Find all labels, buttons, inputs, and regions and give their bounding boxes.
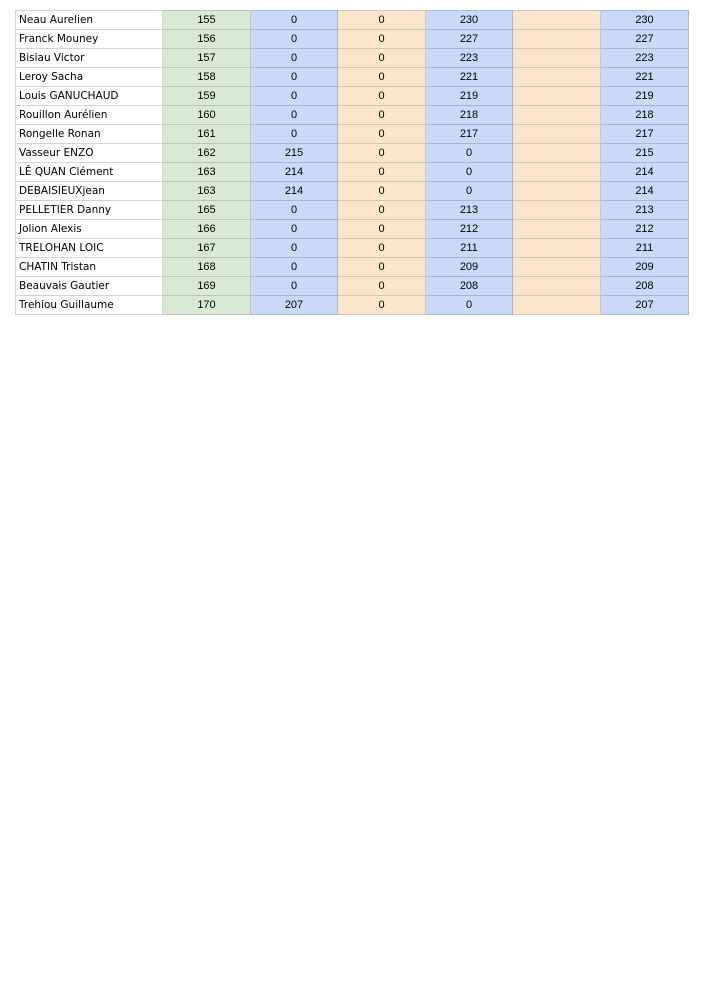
score-cell-4: [513, 144, 601, 163]
score-cell-3: 219: [426, 87, 513, 106]
score-cell-4: [513, 182, 601, 201]
rank-cell: 169: [163, 277, 251, 296]
total-cell: 214: [601, 163, 689, 182]
player-name-cell: Neau Aurelien: [16, 11, 163, 30]
score-cell-3: 227: [426, 30, 513, 49]
player-name-cell: Bisiau Victor: [16, 49, 163, 68]
rank-cell: 157: [163, 49, 251, 68]
score-cell-4: [513, 220, 601, 239]
player-name-cell: Leroy Sacha: [16, 68, 163, 87]
score-cell-2: 0: [338, 220, 426, 239]
table-row: [16, 106, 689, 125]
score-cell-1: 0: [251, 125, 338, 144]
player-name-cell: Rouillon Aurélien: [16, 106, 163, 125]
rank-cell: 162: [163, 144, 251, 163]
total-cell: 214: [601, 182, 689, 201]
rank-cell: 163: [163, 163, 251, 182]
player-name-cell: Beauvais Gautier: [16, 277, 163, 296]
score-cell-1: 0: [251, 11, 338, 30]
total-cell: 208: [601, 277, 689, 296]
score-cell-2: 0: [338, 125, 426, 144]
score-cell-2: 0: [338, 30, 426, 49]
score-cell-2: 0: [338, 68, 426, 87]
score-cell-3: 211: [426, 239, 513, 258]
rank-cell: 158: [163, 68, 251, 87]
rank-cell: 161: [163, 125, 251, 144]
table-row: [16, 30, 689, 49]
score-cell-4: [513, 87, 601, 106]
score-cell-1: 0: [251, 106, 338, 125]
score-cell-1: 0: [251, 239, 338, 258]
score-cell-3: 212: [426, 220, 513, 239]
player-name-cell: Rongelle Ronan: [16, 125, 163, 144]
score-cell-4: [513, 30, 601, 49]
total-cell: 223: [601, 49, 689, 68]
table-row: [16, 87, 689, 106]
score-cell-4: [513, 68, 601, 87]
score-cell-2: 0: [338, 11, 426, 30]
total-cell: 211: [601, 239, 689, 258]
score-cell-4: [513, 106, 601, 125]
score-cell-2: 0: [338, 144, 426, 163]
rank-cell: 160: [163, 106, 251, 125]
total-cell: 209: [601, 258, 689, 277]
score-cell-3: 0: [426, 182, 513, 201]
table-row: [16, 68, 689, 87]
score-cell-1: 215: [251, 144, 338, 163]
rank-cell: 159: [163, 87, 251, 106]
total-cell: 207: [601, 296, 689, 315]
rank-cell: 168: [163, 258, 251, 277]
player-name-cell: Vasseur ENZO: [16, 144, 163, 163]
total-cell: 218: [601, 106, 689, 125]
score-cell-1: 0: [251, 220, 338, 239]
total-cell: 219: [601, 87, 689, 106]
table-row: [16, 182, 689, 201]
total-cell: 215: [601, 144, 689, 163]
score-cell-4: [513, 277, 601, 296]
score-cell-2: 0: [338, 201, 426, 220]
score-cell-4: [513, 296, 601, 315]
table-row: [16, 163, 689, 182]
score-cell-2: 0: [338, 106, 426, 125]
results-table-body: [16, 11, 689, 315]
player-name-cell: Franck Mouney: [16, 30, 163, 49]
table-row: [16, 296, 689, 315]
rank-cell: 165: [163, 201, 251, 220]
player-name-cell: TRELOHAN LOIC: [16, 239, 163, 258]
score-cell-4: [513, 239, 601, 258]
player-name-cell: Trehiou Guillaume: [16, 296, 163, 315]
score-cell-2: 0: [338, 163, 426, 182]
score-cell-4: [513, 49, 601, 68]
rank-cell: 166: [163, 220, 251, 239]
score-cell-3: 209: [426, 258, 513, 277]
score-cell-4: [513, 11, 601, 30]
total-cell: 213: [601, 201, 689, 220]
score-cell-1: 214: [251, 163, 338, 182]
score-cell-4: [513, 258, 601, 277]
table-row: [16, 220, 689, 239]
score-cell-2: 0: [338, 49, 426, 68]
total-cell: 221: [601, 68, 689, 87]
score-cell-3: 223: [426, 49, 513, 68]
player-name-cell: Jolion Alexis: [16, 220, 163, 239]
score-cell-1: 0: [251, 49, 338, 68]
score-cell-2: 0: [338, 296, 426, 315]
table-row: [16, 144, 689, 163]
score-cell-1: 0: [251, 87, 338, 106]
table-row: [16, 11, 689, 30]
score-cell-3: 221: [426, 68, 513, 87]
score-cell-3: 0: [426, 296, 513, 315]
score-cell-2: 0: [338, 258, 426, 277]
results-table: [15, 10, 689, 315]
table-row: [16, 201, 689, 220]
score-cell-1: 0: [251, 258, 338, 277]
rank-cell: 163: [163, 182, 251, 201]
player-name-cell: CHATIN Tristan: [16, 258, 163, 277]
score-cell-2: 0: [338, 87, 426, 106]
score-cell-3: 230: [426, 11, 513, 30]
player-name-cell: DEBAISIEUXjean: [16, 182, 163, 201]
score-cell-3: 0: [426, 144, 513, 163]
score-cell-4: [513, 201, 601, 220]
score-cell-1: 214: [251, 182, 338, 201]
score-cell-1: 0: [251, 68, 338, 87]
score-cell-4: [513, 125, 601, 144]
score-cell-3: 208: [426, 277, 513, 296]
table-row: [16, 125, 689, 144]
score-cell-1: 0: [251, 201, 338, 220]
table-row: [16, 239, 689, 258]
score-cell-2: 0: [338, 239, 426, 258]
score-cell-1: 0: [251, 277, 338, 296]
rank-cell: 170: [163, 296, 251, 315]
total-cell: 230: [601, 11, 689, 30]
score-cell-3: 217: [426, 125, 513, 144]
rank-cell: 155: [163, 11, 251, 30]
score-cell-4: [513, 163, 601, 182]
table-row: [16, 49, 689, 68]
score-cell-2: 0: [338, 277, 426, 296]
rank-cell: 167: [163, 239, 251, 258]
player-name-cell: Louis GANUCHAUD: [16, 87, 163, 106]
score-cell-3: 0: [426, 163, 513, 182]
score-cell-3: 218: [426, 106, 513, 125]
score-cell-1: 207: [251, 296, 338, 315]
player-name-cell: LÊ QUAN Clément: [16, 163, 163, 182]
score-cell-2: 0: [338, 182, 426, 201]
table-row: [16, 258, 689, 277]
score-cell-3: 213: [426, 201, 513, 220]
total-cell: 227: [601, 30, 689, 49]
rank-cell: 156: [163, 30, 251, 49]
total-cell: 212: [601, 220, 689, 239]
player-name-cell: PELLETIER Danny: [16, 201, 163, 220]
table-row: [16, 277, 689, 296]
score-cell-1: 0: [251, 30, 338, 49]
total-cell: 217: [601, 125, 689, 144]
